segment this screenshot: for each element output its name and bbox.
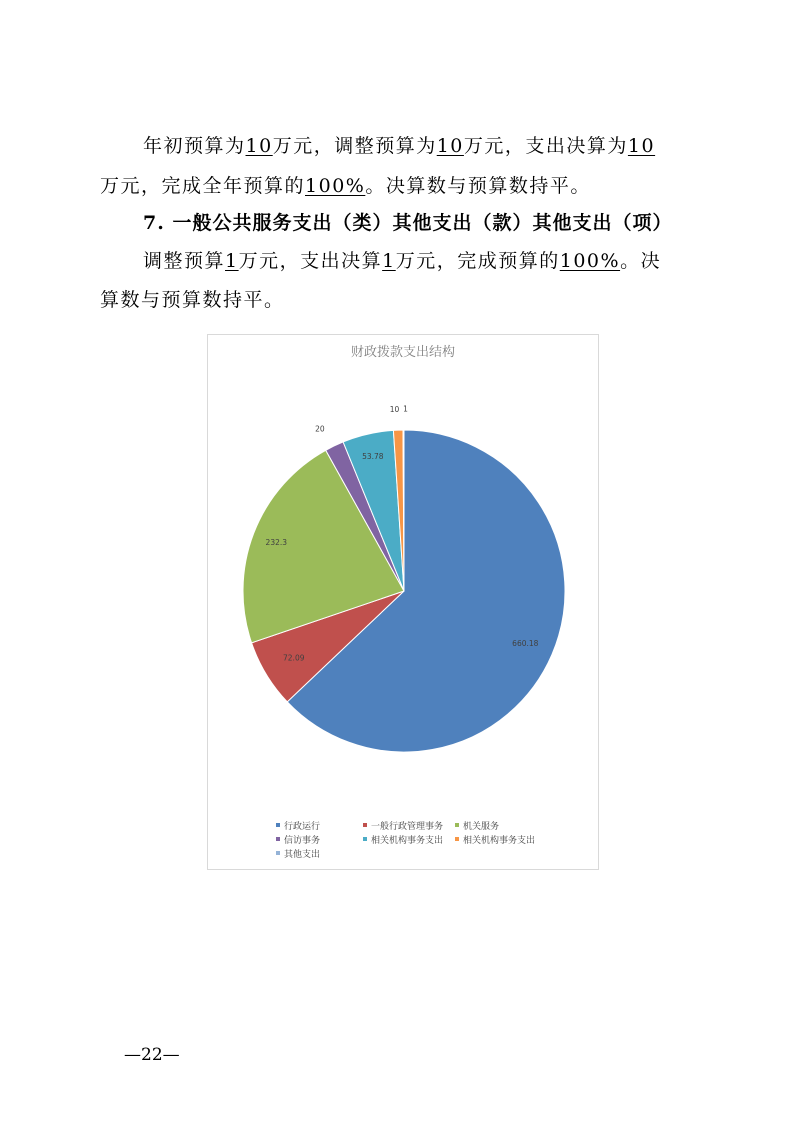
underlined-value: 100% — [559, 250, 621, 272]
text-fragment: 万元，完成全年预算的 — [100, 175, 306, 197]
paragraph1-line2 — [100, 171, 591, 198]
legend-swatch — [276, 823, 280, 827]
data-label: 10 — [389, 404, 400, 414]
chart-title: 财政拨款支出结构 — [350, 345, 456, 360]
underlined-value: 1 — [225, 250, 239, 272]
page-number: —22— — [124, 1045, 180, 1065]
legend-label: 一般行政管理事务 — [371, 822, 444, 832]
paragraph2-line1 — [143, 246, 661, 273]
text-fragment: 调整预算 — [143, 250, 226, 272]
legend-label: 相关机构事务支出 — [463, 836, 536, 846]
underlined-value: 1 — [382, 250, 396, 272]
data-label: 232.3 — [265, 537, 288, 547]
section-heading-7: 7. 一般公共服务支出（类）其他支出（款）其他支出（项） — [143, 212, 673, 234]
text-fragment: 。决算数与预算数持平。 — [365, 175, 591, 197]
data-label: 660.18 — [512, 639, 539, 649]
paragraph2-line2: 算数与预算数持平。 — [100, 289, 285, 311]
legend-label: 其他支出 — [284, 850, 321, 860]
data-label: 53.78 — [362, 452, 384, 462]
text-fragment: 万元，支出决算为 — [463, 135, 628, 157]
paragraph1-line1 — [143, 131, 655, 158]
underlined-value: 10 — [436, 135, 464, 157]
legend-swatch — [455, 823, 459, 827]
legend-swatch — [276, 837, 280, 841]
underlined-value: 100% — [305, 175, 366, 197]
text-fragment: 万元，完成预算的 — [395, 250, 560, 272]
data-label: 72.09 — [283, 653, 305, 663]
text-fragment: 万元，支出决算 — [238, 250, 383, 272]
legend-label: 相关机构事务支出 — [371, 836, 444, 846]
data-label: 20 — [315, 424, 325, 434]
legend-label: 信访事务 — [284, 836, 321, 846]
text-fragment: 万元，调整预算为 — [272, 135, 437, 157]
legend-swatch — [455, 837, 459, 841]
legend-swatch — [363, 837, 367, 841]
underlined-value: 10 — [627, 135, 656, 157]
underlined-value: 10 — [245, 135, 273, 157]
text-fragment: 年初预算为 — [143, 135, 246, 157]
legend-swatch — [363, 823, 367, 827]
legend-swatch — [276, 851, 280, 855]
pie-chart — [208, 335, 598, 869]
data-label: 1 — [403, 404, 408, 414]
pie-chart-container — [207, 334, 599, 870]
text-fragment: 。决 — [620, 250, 662, 272]
legend-label: 机关服务 — [463, 822, 500, 832]
legend-label: 行政运行 — [284, 822, 321, 832]
